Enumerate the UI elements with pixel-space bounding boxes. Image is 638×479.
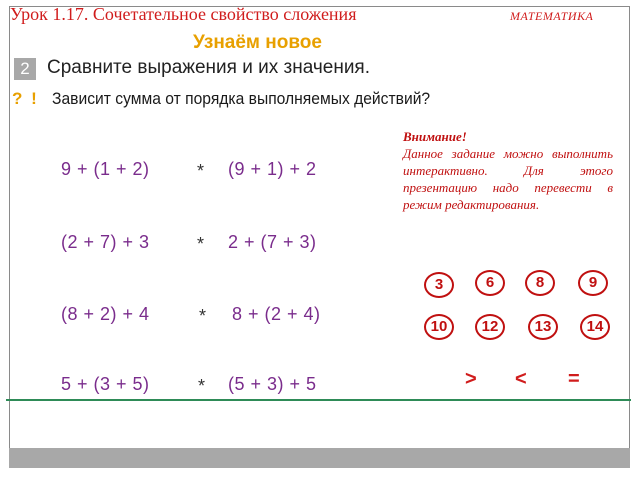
greater-sign[interactable]: > (465, 368, 477, 390)
lesson-title: Урок 1.17. Сочетательное свойство сложения (10, 4, 357, 24)
number-chip-8[interactable]: 8 (525, 270, 555, 296)
question-exclamation-icon: ? ! (12, 89, 39, 108)
footer-bar (9, 448, 630, 468)
learn-new-heading: Узнаём новое (193, 32, 322, 53)
expression-left-4: 5 + (3 + 5) (61, 374, 150, 394)
expression-left-2: (2 + 7) + 3 (61, 232, 150, 252)
expression-right-4: (5 + 3) + 5 (228, 374, 317, 394)
expression-right-2: 2 + (7 + 3) (228, 232, 317, 252)
divider-line (6, 399, 631, 401)
expression-right-3: 8 + (2 + 4) (232, 304, 321, 324)
expression-left-3: (8 + 2) + 4 (61, 304, 150, 324)
number-chip-13[interactable]: 13 (528, 314, 558, 340)
number-chip-12[interactable]: 12 (475, 314, 505, 340)
less-sign[interactable]: < (515, 368, 527, 390)
subject-label: МАТЕМАТИКА (510, 9, 594, 23)
expression-left-1: 9 + (1 + 2) (61, 159, 150, 179)
equal-sign[interactable]: = (568, 368, 580, 390)
comparison-star-1[interactable]: * (197, 161, 205, 181)
comparison-star-2[interactable]: * (197, 234, 205, 254)
comparison-star-4[interactable]: * (198, 376, 206, 396)
attention-title: Внимание! (403, 129, 467, 144)
comparison-star-3[interactable]: * (199, 306, 207, 326)
attention-body: Данное задание можно выполнить интерактивно. Для этого презентацию надо перевести в режим редактирования. (403, 146, 613, 212)
number-chip-14[interactable]: 14 (580, 314, 610, 340)
task-text: Сравните выражения и их значения. (47, 57, 370, 78)
expression-right-1: (9 + 1) + 2 (228, 159, 317, 179)
task-number-badge: 2 (14, 58, 36, 80)
question-text: Зависит сумма от порядка выполняемых действий? (52, 89, 431, 108)
number-chip-6[interactable]: 6 (475, 270, 505, 296)
attention-note (403, 128, 613, 213)
number-chip-9[interactable]: 9 (578, 270, 608, 296)
number-chip-3[interactable]: 3 (424, 272, 454, 298)
number-chip-10[interactable]: 10 (424, 314, 454, 340)
